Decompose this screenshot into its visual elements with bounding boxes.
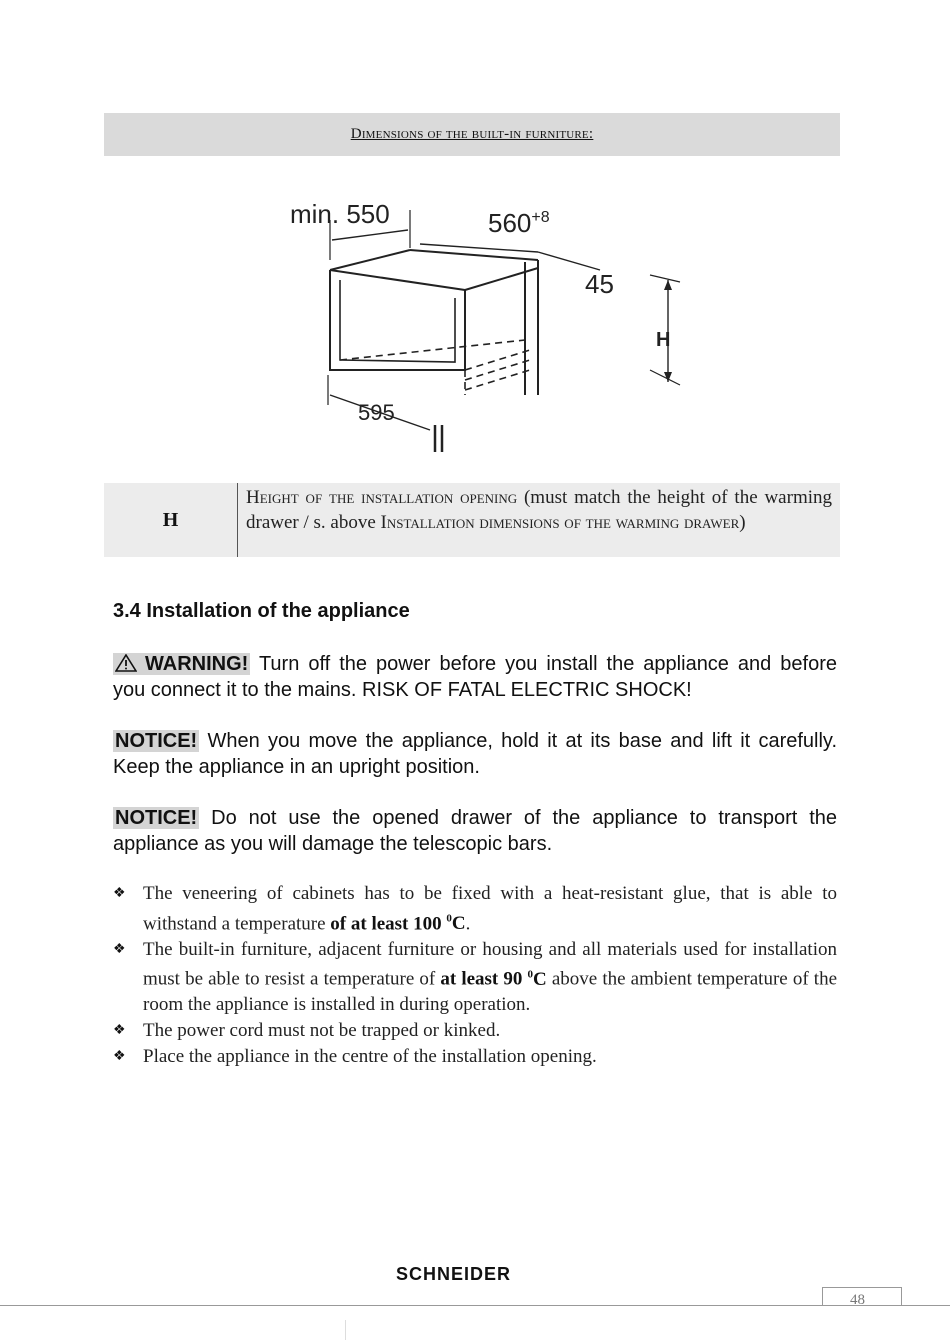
list-item bbox=[113, 1044, 837, 1070]
h-description bbox=[246, 485, 832, 535]
list-item-text-end: above the ambient temperature of the room the appliance is installed in during operation. bbox=[143, 968, 837, 1016]
page-edge-mark bbox=[345, 1320, 346, 1340]
cabinet-top-back-edge bbox=[410, 250, 538, 260]
dim-550-line bbox=[332, 230, 408, 240]
h-desc-initial: H bbox=[246, 487, 260, 508]
list-item bbox=[113, 881, 837, 937]
diamond-bullet-icon: ❖ bbox=[113, 1048, 126, 1064]
list-item-text bbox=[143, 881, 837, 937]
dimensions-header bbox=[104, 113, 840, 156]
h-desc-title: eight of the installation opening bbox=[259, 487, 518, 508]
warning-paragraph bbox=[113, 651, 837, 703]
list-item-text-part: The built-in furniture, adjacent furniture or housing and all materials used for installation must be able to resist a temperature of bbox=[143, 938, 837, 990]
diamond-bullet-icon: ❖ bbox=[113, 941, 126, 957]
h-desc-ref: nstallation dimensions of the warming drawer bbox=[386, 512, 740, 533]
h-desc-ref-initial: I bbox=[380, 512, 387, 533]
cabinet-top-right-edge bbox=[465, 268, 538, 290]
notice-text-1: When you move the appliance, hold it at its base and lift it carefully. Keep the appliance in an upright position. bbox=[113, 730, 837, 778]
notice-paragraph-2 bbox=[113, 805, 837, 857]
warning-label bbox=[113, 653, 250, 675]
dim-h-top bbox=[650, 275, 680, 282]
cabinet-front-outline bbox=[330, 270, 465, 370]
label-560-sup: +8 bbox=[531, 209, 550, 226]
dashed-edge-4 bbox=[340, 340, 525, 360]
degree-sup: 0 bbox=[527, 968, 533, 981]
cabinet-top-front-edge bbox=[330, 270, 465, 290]
built-in-furniture-diagram bbox=[280, 190, 700, 460]
h-dimension-table bbox=[104, 483, 840, 557]
diamond-bullet-icon: ❖ bbox=[113, 886, 126, 901]
h-key-cell: H bbox=[162, 508, 179, 531]
dashed-edge-1 bbox=[465, 350, 530, 370]
list-item-text: The power cord must not be trapped or kinked. bbox=[143, 1020, 501, 1042]
notice-label-2: NOTICE! bbox=[115, 807, 198, 829]
label-45: 45 bbox=[585, 269, 614, 299]
list-item bbox=[113, 937, 837, 1018]
label-h: H bbox=[656, 329, 671, 351]
dimensions-header-text bbox=[351, 126, 593, 143]
dimensions-header-rest: imensions of the built-in furniture: bbox=[361, 126, 594, 142]
footer-divider bbox=[0, 1305, 950, 1306]
brand-logo: SCHNEIDER bbox=[396, 1264, 512, 1284]
warning-label-text: WARNING! bbox=[145, 653, 249, 675]
notice-label-1: NOTICE! bbox=[115, 730, 198, 752]
section-title: 3.4 Installation of the appliance bbox=[113, 600, 410, 622]
dim-h-arrow-top bbox=[664, 280, 672, 290]
label-595: 595 bbox=[358, 400, 395, 425]
list-item-text-part: The veneering of cabinets has to be fixed with a heat-resistant glue, that is able to withstand a temperature bbox=[143, 883, 837, 935]
diamond-bullet-icon: ❖ bbox=[113, 1023, 126, 1039]
h-table-divider bbox=[237, 483, 238, 557]
dim-45-line bbox=[538, 252, 600, 270]
degree-unit: C bbox=[451, 913, 466, 935]
degree-sup: 0 bbox=[446, 912, 452, 925]
label-560-value: 560 bbox=[488, 208, 532, 238]
label-560 bbox=[488, 208, 550, 238]
degree-unit: C bbox=[533, 968, 547, 990]
list-item-text-end: . bbox=[465, 913, 471, 935]
label-min-550: min. 550 bbox=[290, 199, 390, 229]
warning-text: Turn off the power before you install the appliance and before you connect it to the mains. RISK OF FATAL ELECTRIC SHOCK! bbox=[113, 653, 837, 701]
list-item-bold: of at least 100 bbox=[330, 913, 447, 935]
notice-text-2: Do not use the opened drawer of the appliance to transport the appliance as you will damage the telescopic bars. bbox=[113, 807, 837, 855]
dim-560-line bbox=[420, 244, 538, 252]
list-item-bold: at least 90 bbox=[440, 968, 528, 990]
page-number: 48 bbox=[850, 1292, 865, 1308]
cabinet-top-left-edge bbox=[330, 250, 410, 270]
dashed-edge-3 bbox=[465, 370, 530, 390]
list-item bbox=[113, 1018, 837, 1044]
dashed-edge-2 bbox=[465, 360, 530, 380]
list-item-text bbox=[143, 937, 837, 1018]
h-desc-close: ) bbox=[739, 512, 746, 533]
h-desc-note: (must match the height of the warming drawer / s. above bbox=[246, 487, 833, 533]
list-item-text: Place the appliance in the centre of the installation opening. bbox=[143, 1045, 597, 1067]
notice-paragraph-1 bbox=[113, 728, 837, 780]
dimensions-header-initial: D bbox=[350, 126, 362, 142]
warning-triangle-icon bbox=[115, 654, 137, 672]
requirements-list bbox=[113, 881, 837, 1070]
